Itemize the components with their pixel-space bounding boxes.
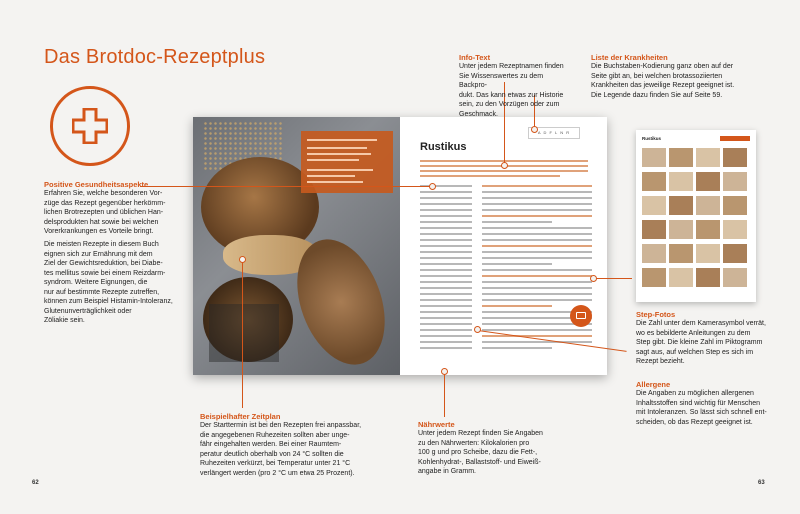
ingredient-line	[420, 257, 472, 259]
ingredient-line	[420, 227, 472, 229]
annotation-line: delsprodukten hat sowie bei welchen	[44, 218, 159, 226]
annotation-schedule-body	[200, 421, 400, 478]
method-line	[482, 233, 592, 235]
step-photo	[669, 148, 693, 167]
method-line	[482, 257, 592, 259]
annotation-line: Erfahren Sie, welche besonderen Vor-	[44, 190, 163, 197]
annotation-line: syndrom. Weitere Eignungen, die	[44, 279, 148, 286]
method-line	[482, 221, 552, 223]
method-line	[482, 293, 592, 295]
annotation-line: zu den Nährwerten: Kilokalorien pro	[418, 439, 530, 447]
annotation-line: Kohlenhydrat-, Ballaststoff- und Eiweiß-	[418, 458, 541, 466]
ingredient-line	[420, 269, 472, 271]
method-line	[482, 275, 592, 277]
annotation-allergens-title: Allergene	[636, 380, 671, 389]
annotation-health-title: Positive Gesundheitsaspekte	[44, 180, 149, 189]
ingredient-line	[420, 239, 472, 241]
step-photo	[669, 196, 693, 215]
method-line	[482, 227, 592, 229]
thumb-title: Rustikus	[642, 136, 662, 141]
annotation-line: tes mellitus sowie bei einem Reizdarm-	[44, 269, 166, 277]
step-photo	[669, 172, 693, 191]
annotation-line: Krankheiten das jeweilige Rezept geeignet ist.	[591, 82, 735, 89]
annotation-info-body	[459, 62, 569, 119]
step-photo	[642, 148, 666, 167]
annotation-nutrition-body	[418, 429, 578, 477]
annotation-line: Geschmack.	[459, 110, 498, 118]
annotation-line: Die Buchstaben-Kodierung ganz oben auf der	[591, 63, 734, 70]
annotation-line: sein, zu den Vorzügen oder zum	[459, 101, 560, 108]
page-number-right: 63	[758, 480, 765, 486]
bread-photo	[193, 117, 400, 375]
ingredient-line	[420, 335, 472, 337]
annotation-line: Zöliakie sein.	[44, 317, 85, 324]
step-photo	[723, 244, 747, 263]
annotation-line: verlängert werden (pro 2 °C um etwa 25 Prozent).	[200, 469, 355, 477]
ingredient-line	[420, 293, 472, 295]
step-photo	[642, 268, 666, 287]
method-line	[482, 245, 592, 247]
annotation-health-body	[44, 189, 214, 237]
ingredient-line	[420, 263, 472, 265]
method-line	[482, 191, 592, 193]
ingredient-line	[420, 233, 472, 235]
annotation-line: die angegebenen Ruhezeiten sollten aber unge-	[200, 431, 350, 439]
annotation-line: Der Starttermin ist bei den Rezepten frei anpassbar,	[200, 422, 362, 429]
annotation-diseases-body	[591, 62, 766, 100]
annotation-line: Sie Wissenswertes zu dem Backpro-	[459, 72, 544, 89]
ingredient-line	[420, 203, 472, 205]
annotation-line: eignen sich zur Ernährung mit dem	[44, 250, 153, 258]
annotation-line: Ziel der Gewichtsreduktion, bei Diabe-	[44, 260, 163, 267]
ingredient-line	[420, 305, 472, 307]
annotation-line: Unter jedem Rezept finden Sie Angaben	[418, 430, 543, 437]
annotation-line: nur auf bestimmte Rezepte zutreffen,	[44, 288, 160, 296]
step-photo	[669, 220, 693, 239]
method-line	[482, 299, 592, 301]
ingredient-line	[420, 281, 472, 283]
annotation-info-title: Info-Text	[459, 53, 491, 62]
annotation-step-photos-title: Step-Fotos	[636, 310, 676, 319]
method-line	[482, 251, 592, 253]
annotation-line: sagt aus, auf welchen Step es sich im	[636, 348, 754, 356]
annotation-schedule-title: Beispielhafter Zeitplan	[200, 412, 281, 421]
step-photo	[723, 148, 747, 167]
annotation-line: fähr eingehalten werden. Bei einer Raumtem-	[200, 441, 342, 448]
annotation-nutrition	[418, 420, 578, 477]
step-photo	[696, 268, 720, 287]
ingredient-line	[420, 341, 472, 343]
annotation-line: 100 g und pro Scheibe, dazu die Fett-,	[418, 449, 538, 456]
annotation-line: können zum Beispiel Histamin-Intoleranz,	[44, 298, 173, 305]
annotation-line: Seite gibt an, bei welchen brotassoziierten	[591, 72, 723, 80]
page-number-left: 62	[32, 480, 39, 486]
annotation-allergens	[636, 380, 786, 427]
ingredient-line	[420, 347, 472, 349]
step-photo	[723, 268, 747, 287]
step-photo	[696, 220, 720, 239]
method-line	[482, 239, 592, 241]
annotation-step-photos	[636, 310, 786, 367]
annotation-diseases	[591, 53, 766, 100]
annotation-allergens-body	[636, 389, 786, 427]
annotation-line: lichen Brotrezepten und üblichen Han-	[44, 209, 164, 216]
step-photo	[642, 172, 666, 191]
method-line	[482, 197, 592, 199]
annotation-line: scheiden, ob das Rezept geeignet ist.	[636, 418, 753, 426]
annotation-info	[459, 53, 569, 119]
annotation-line: Rezept bezieht.	[636, 358, 685, 365]
step-photo	[696, 196, 720, 215]
book-spread-image	[193, 117, 607, 375]
method-line	[482, 215, 592, 217]
method-line	[482, 335, 592, 337]
method-line	[482, 347, 552, 349]
page-title: Das Brotdoc-Rezeptplus	[44, 46, 266, 68]
annotation-nutrition-title: Nährwerte	[418, 420, 455, 429]
ingredient-line	[420, 299, 472, 301]
ingredient-line	[420, 197, 472, 199]
step-photo	[696, 172, 720, 191]
method-line	[482, 305, 552, 307]
ingredient-line	[420, 317, 472, 319]
annotation-line: Glutenunverträglichkeit oder	[44, 307, 132, 315]
ingredient-line	[420, 311, 472, 313]
ingredient-line	[420, 245, 472, 247]
annotation-diseases-title: Liste der Krankheiten	[591, 53, 668, 62]
method-line	[482, 329, 592, 331]
method-line	[482, 281, 592, 283]
step-photo	[669, 244, 693, 263]
annotation-line: Die Angaben zu möglichen allergenen	[636, 390, 754, 397]
ingredient-line	[420, 287, 472, 289]
annotation-line: angabe in Gramm.	[418, 468, 476, 475]
step-photo	[723, 196, 747, 215]
annotation-line: züge das Rezept gegenüber herkömm-	[44, 199, 166, 207]
annotation-line: Vorerkrankungen es Vorteile bringt.	[44, 228, 154, 235]
annotation-line: mit Intoleranzen. So lässt sich schnell ent-	[636, 409, 767, 416]
annotation-diet	[44, 240, 214, 326]
ingredient-line	[420, 275, 472, 277]
annotation-step-photos-body	[636, 319, 786, 367]
step-photo	[723, 220, 747, 239]
annotation-line: Die Legende dazu finden Sie auf Seite 59.	[591, 91, 723, 99]
annotation-line: dukt. Das kann etwas zur Historie	[459, 91, 564, 99]
annotation-line: Die meisten Rezepte in diesem Buch	[44, 241, 159, 248]
ingredient-line	[420, 215, 472, 217]
step-photo	[696, 244, 720, 263]
method-line	[482, 263, 552, 265]
health-plus-icon	[50, 86, 130, 166]
step-photos-thumbnail	[636, 130, 756, 302]
step-photo	[642, 196, 666, 215]
ingredient-line	[420, 191, 472, 193]
step-photo	[642, 244, 666, 263]
annotation-line: Inhaltsstoffen sind wichtig für Menschen	[636, 399, 760, 407]
method-line	[482, 287, 592, 289]
disease-codes: A D F L N R	[528, 127, 580, 139]
method-line	[482, 203, 592, 205]
ingredient-line	[420, 329, 472, 331]
annotation-line: Unter jedem Rezeptnamen finden	[459, 63, 564, 70]
annotation-line: wo es bebilderte Anleitungen zu dem	[636, 329, 751, 337]
method-line	[482, 269, 592, 271]
annotation-line: Ruhezeiten verkürzt, bei Temperatur unter 21 °C	[200, 460, 351, 467]
annotation-health	[44, 180, 214, 237]
annotation-schedule	[200, 412, 400, 478]
step-photo	[669, 268, 693, 287]
step-photo	[642, 220, 666, 239]
method-line	[482, 185, 592, 187]
step-photo	[723, 172, 747, 191]
ingredient-line	[420, 251, 472, 253]
recipe-title: Rustikus	[420, 141, 467, 153]
annotation-diet-body	[44, 240, 214, 326]
step-photo	[696, 148, 720, 167]
ingredient-line	[420, 221, 472, 223]
annotation-line: Die Zahl unter dem Kamerasymbol verrät,	[636, 320, 766, 327]
ingredient-line	[420, 323, 472, 325]
annotation-line: Step gibt. Die kleine Zahl im Piktogramm	[636, 339, 763, 346]
annotation-line: peratur deutlich oberhalb von 24 °C sollten die	[200, 450, 344, 458]
method-line	[482, 341, 592, 343]
method-line	[482, 209, 592, 211]
ingredient-line	[420, 209, 472, 211]
